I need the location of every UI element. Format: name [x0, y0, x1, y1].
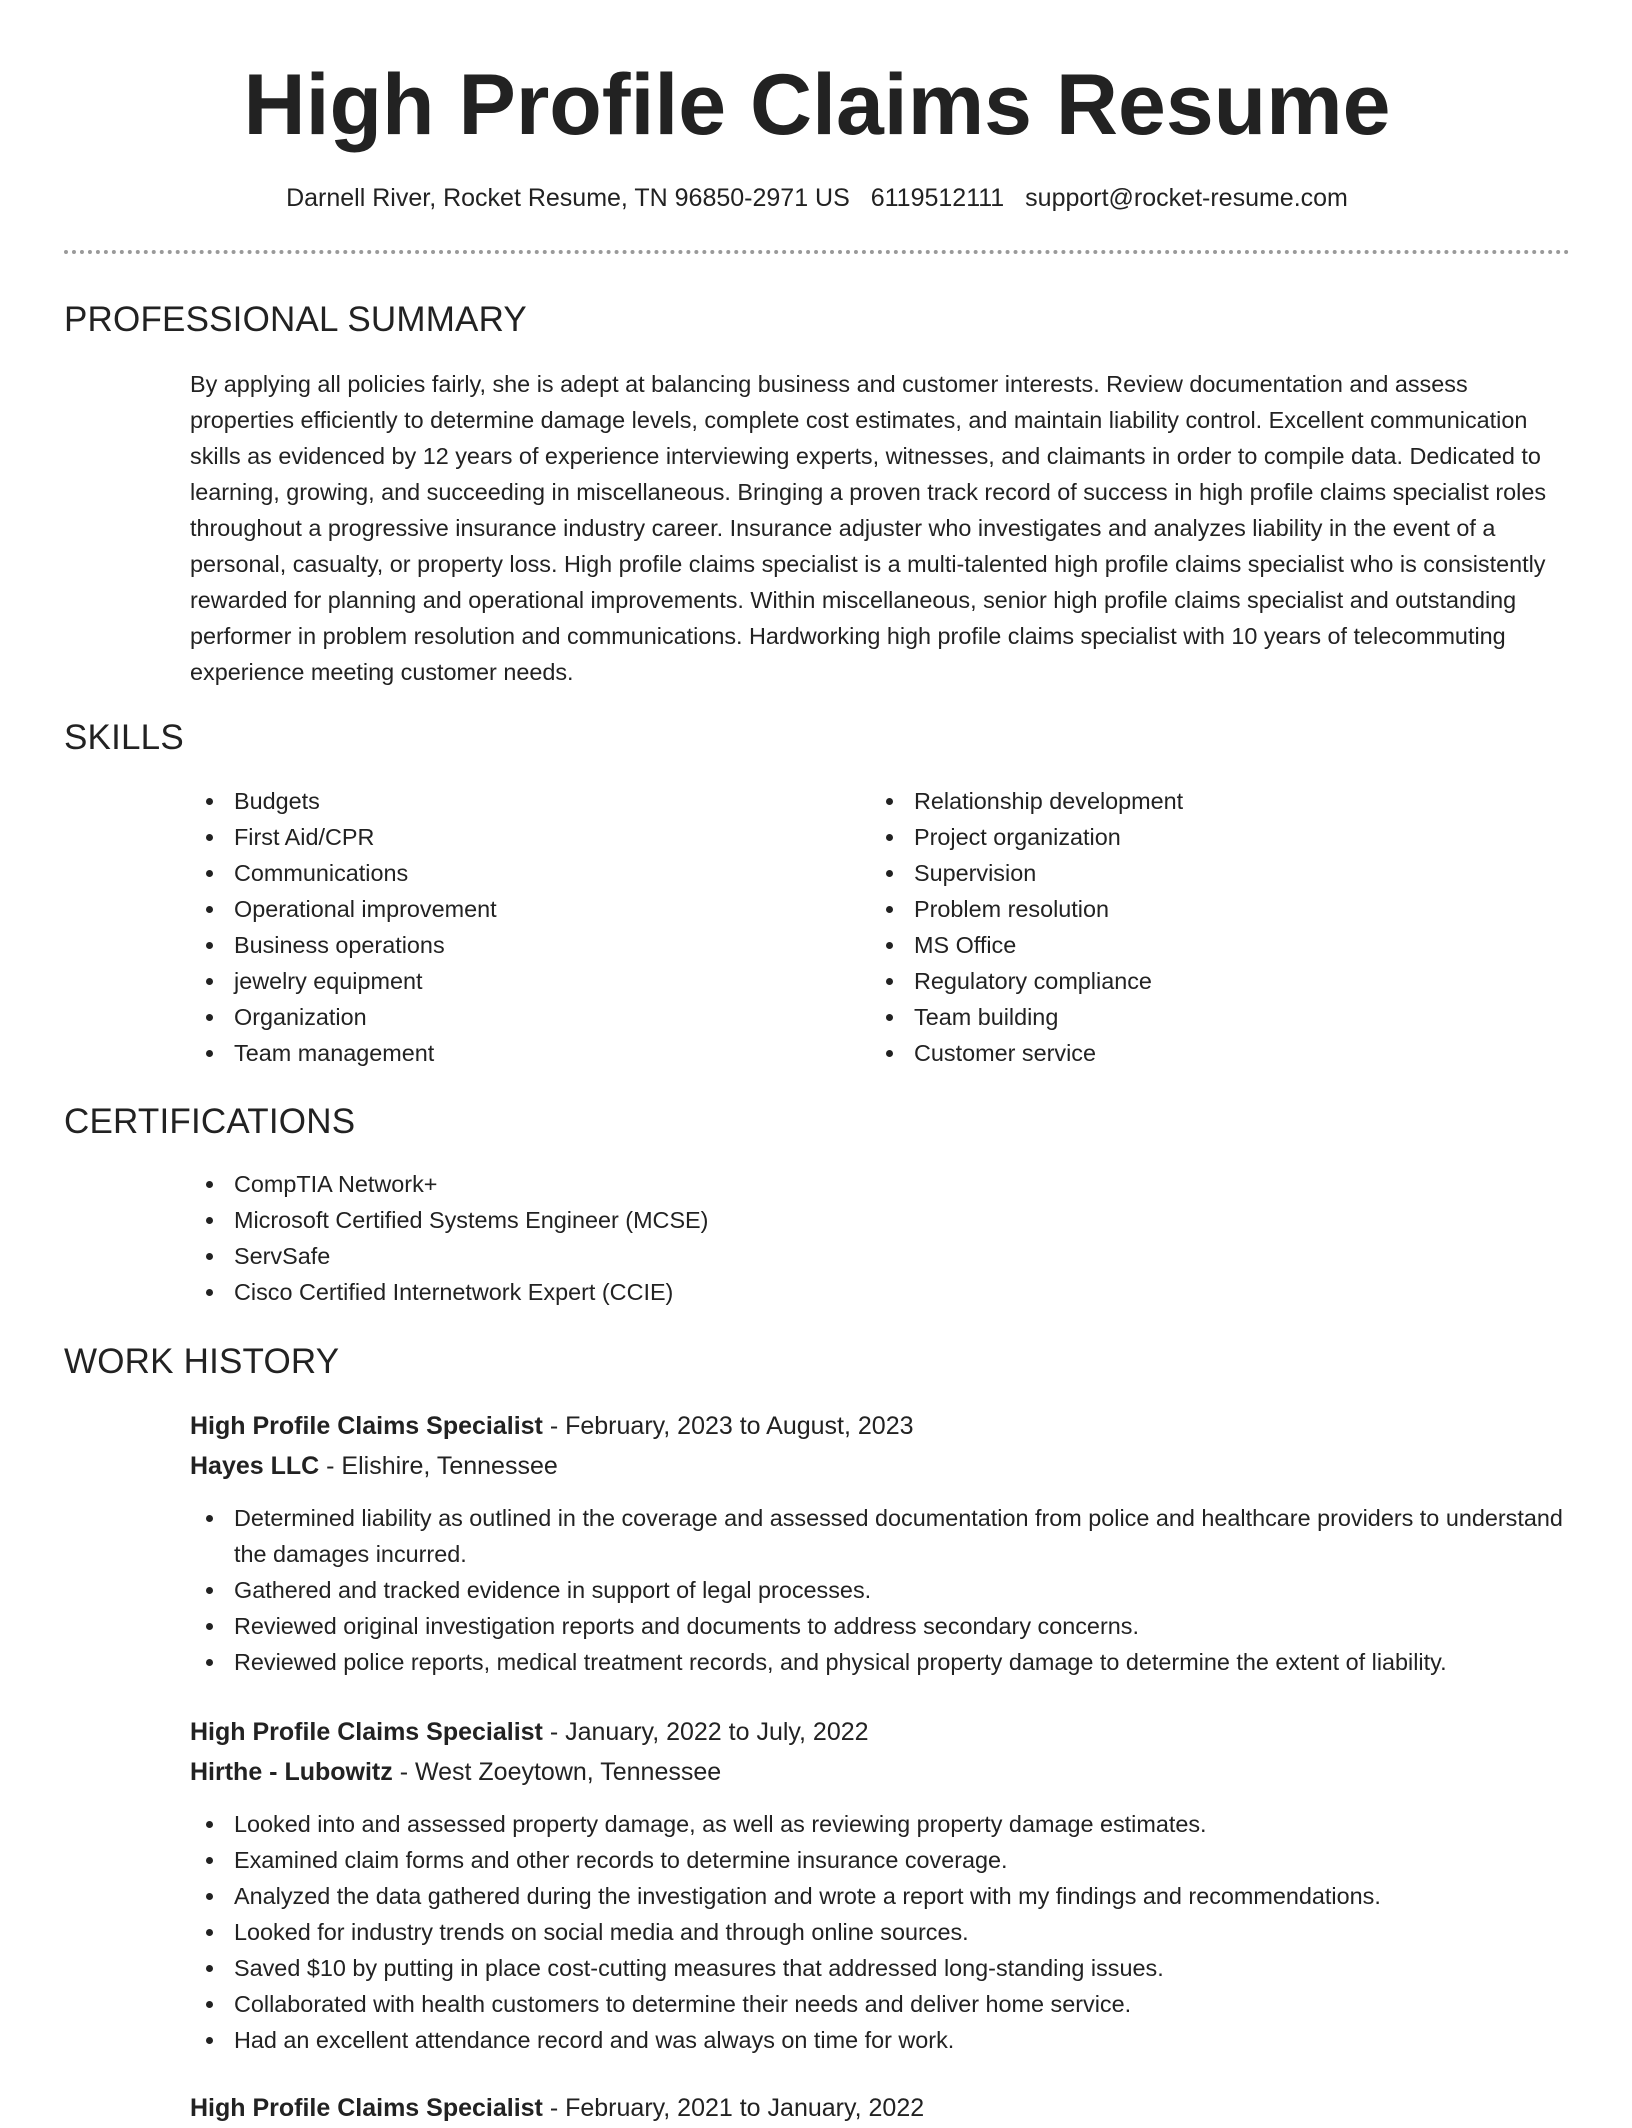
job-duty-item: Saved $10 by putting in place cost-cutting measures that addressed long-standing issues. — [190, 1950, 1572, 1986]
header-divider — [64, 250, 1570, 254]
skill-item: Business operations — [190, 927, 830, 963]
job-duties — [190, 1500, 1572, 1680]
resume-title: High Profile Claims Resume — [243, 57, 1391, 153]
skill-item: Budgets — [190, 783, 830, 819]
job-title-line — [190, 1712, 1572, 1752]
skill-item: Organization — [190, 999, 830, 1035]
skill-item: Supervision — [870, 855, 1510, 891]
skill-item: MS Office — [870, 927, 1510, 963]
contact-phone: 6119512111 — [870, 184, 1005, 212]
job-company-line — [190, 1752, 1572, 1792]
certification-item: Cisco Certified Internetwork Expert (CCIE) — [190, 1274, 1490, 1310]
skill-item: jewelry equipment — [190, 963, 830, 999]
skill-item: Operational improvement — [190, 891, 830, 927]
contact-email: support@rocket-resume.com — [1025, 184, 1348, 212]
job-company: Hayes LLC — [190, 1452, 320, 1480]
job-duty-item: Determined liability as outlined in the coverage and assessed documentation from police and healthcare providers to understand the damages incurred. — [190, 1500, 1572, 1572]
summary-heading: PROFESSIONAL SUMMARY — [64, 300, 527, 339]
job-entry — [190, 1712, 1572, 2058]
skill-item: Team building — [870, 999, 1510, 1035]
job-title-line — [190, 1406, 1572, 1446]
job-dates: - February, 2023 to August, 2023 — [542, 1412, 914, 1440]
skill-item: Customer service — [870, 1035, 1510, 1071]
skills-column-right — [870, 783, 1510, 1071]
job-duty-item: Examined claim forms and other records to determine insurance coverage. — [190, 1842, 1572, 1878]
job-duty-item: Looked for industry trends on social media and through online sources. — [190, 1914, 1572, 1950]
job-duty-item: Had an excellent attendance record and was always on time for work. — [190, 2022, 1572, 2058]
certifications-list — [190, 1166, 1490, 1310]
skill-item: Project organization — [870, 819, 1510, 855]
job-location: - Elishire, Tennessee — [319, 1452, 558, 1480]
contact-line — [64, 180, 1570, 216]
certifications-heading: CERTIFICATIONS — [64, 1102, 356, 1141]
job-duty-item: Gathered and tracked evidence in support of legal processes. — [190, 1572, 1572, 1608]
job-entry — [190, 1406, 1572, 1680]
job-title: High Profile Claims Specialist — [190, 1718, 543, 1746]
certification-item: CompTIA Network+ — [190, 1166, 1490, 1202]
job-duty-item: Collaborated with health customers to determine their needs and deliver home service. — [190, 1986, 1572, 2022]
job-company: Hirthe - Lubowitz — [190, 1758, 393, 1786]
certification-item: ServSafe — [190, 1238, 1490, 1274]
job-duty-item: Reviewed original investigation reports and documents to address secondary concerns. — [190, 1608, 1572, 1644]
skills-heading: SKILLS — [64, 718, 184, 757]
job-duty-item: Looked into and assessed property damage, as well as reviewing property damage estimates. — [190, 1806, 1572, 1842]
contact-address: Darnell River, Rocket Resume, TN 96850-2971 US — [286, 184, 850, 212]
skill-item: Communications — [190, 855, 830, 891]
job-title: High Profile Claims Specialist — [190, 2094, 543, 2122]
job-location: - West Zoeytown, Tennessee — [392, 1758, 722, 1786]
skill-item: First Aid/CPR — [190, 819, 830, 855]
skills-column-left — [190, 783, 830, 1071]
job-dates: - February, 2021 to January, 2022 — [542, 2094, 925, 2122]
job-company-line — [190, 1446, 1572, 1486]
job-duties — [190, 1806, 1572, 2058]
job-entry — [190, 2088, 1572, 2128]
job-title-line — [190, 2088, 1572, 2128]
skill-item: Team management — [190, 1035, 830, 1071]
summary-text: By applying all policies fairly, she is adept at balancing business and customer interests. Review documentation and assess properties efficiently to determine damage levels, complete cost estimates, and maintain liability control. Excellent communication skills as evidenced by 12 years of experience interviewing experts, witnesses, and claimants in order to compile data. Dedicated to learning, growing, and succeeding in miscellaneous. Bringing a proven track record of success in high profile claims specialist roles throughout a progressive insurance industry career. Insurance adjuster who investigates and analyzes liability in the event of a personal, casualty, or property loss. High profile claims specialist is a multi-talented high profile claims specialist who is consistently rewarded for planning and operational improvements. Within miscellaneous, senior high profile claims specialist and outstanding performer in problem resolution and communications. Hardworking high profile claims specialist with 10 years of telecommuting experience meeting customer needs. — [190, 371, 1547, 685]
job-duty-item: Reviewed police reports, medical treatment records, and physical property damage to determine the extent of liability. — [190, 1644, 1572, 1680]
work-history-heading: WORK HISTORY — [64, 1342, 340, 1381]
skill-item: Problem resolution — [870, 891, 1510, 927]
job-dates: - January, 2022 to July, 2022 — [542, 1718, 869, 1746]
certification-item: Microsoft Certified Systems Engineer (MCSE) — [190, 1202, 1490, 1238]
job-duty-item: Analyzed the data gathered during the investigation and wrote a report with my findings and recommendations. — [190, 1878, 1572, 1914]
job-title: High Profile Claims Specialist — [190, 1412, 543, 1440]
skill-item: Regulatory compliance — [870, 963, 1510, 999]
skill-item: Relationship development — [870, 783, 1510, 819]
